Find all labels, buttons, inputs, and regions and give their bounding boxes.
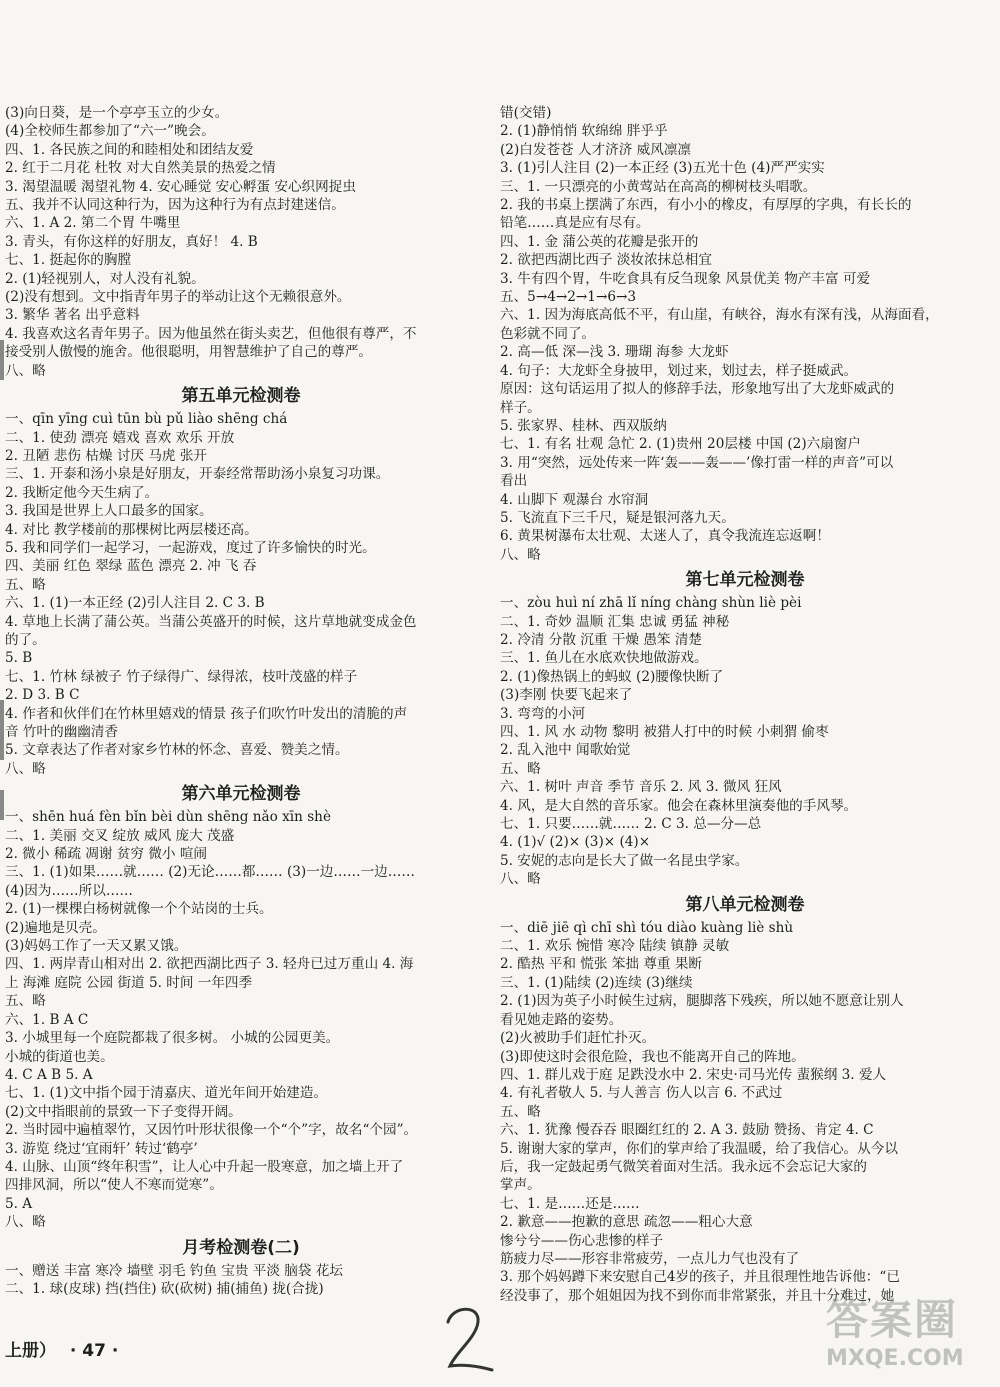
answer-line: 错(交错) <box>500 105 552 121</box>
left-answer-column <box>5 104 477 1298</box>
answer-line: 四、1. 风 水 动物 黎明 被猎人打中的时候 小刺猬 偷枣 <box>500 724 829 740</box>
answer-line: 5. 我和同学们一起学习，一起游戏，度过了许多愉快的时光。 <box>5 539 376 556</box>
answer-line: 3. 渴望温暖 渴望礼物 4. 安心睡觉 安心孵蛋 安心织网捉虫 <box>5 178 356 195</box>
answer-line: 八、略 <box>500 546 541 563</box>
answer-line: 3. 游览 绕过‘宜雨轩’ 转过‘鹤亭’ <box>5 1140 198 1157</box>
answer-line: 五、我并不认同这种行为，因为这种行为有点封建迷信。 <box>5 197 345 214</box>
answer-line: 四、1. 各民族之间的和睦相处和团结友爱 <box>5 141 254 158</box>
binding-edge-mark <box>0 340 4 380</box>
answer-line: 六、1. (1)一本正经 (2)引人注目 2. C 3. B <box>5 595 265 612</box>
answer-line: (2)火被助手们赶忙扑灭。 <box>500 1030 656 1047</box>
answer-line: (3)李刚 快要飞起来了 <box>500 687 633 704</box>
answer-line: 2. (1)因为英子小时候生过病，腿脚落下残疾，所以她不愿意让别人 <box>500 993 904 1010</box>
answer-line: 3. 牛有四个胃，牛吃食具有反刍现象 风景优美 物产丰富 可爱 <box>500 270 871 287</box>
answer-line: (2)白发苍苍 人才济济 威风凛凛 <box>500 141 692 158</box>
section-heading: 月考检测卷(二) <box>182 1237 300 1258</box>
answer-line: 3. 那个妈妈蹲下来安慰自己4岁的孩子，并且很理性地告诉他：“已 <box>500 1269 900 1286</box>
answer-line: 4. 句子：大龙虾全身披甲，划过来，划过去，样子挺威武。 <box>500 362 858 379</box>
answer-line: 3. 弯弯的小河 <box>500 705 586 722</box>
answer-line: 八、略 <box>500 871 541 888</box>
answer-line: 五、略 <box>500 1103 541 1120</box>
answer-line: 四、美丽 红色 翠绿 蓝色 漂亮 2. 冲 飞 吞 <box>5 558 257 575</box>
answer-line: 2. 冷清 分散 沉重 干燥 愚笨 清楚 <box>500 631 703 648</box>
answer-line: 2. 歉意——抱歉的意思 疏忽——粗心大意 <box>500 1214 753 1231</box>
answer-line: 八、略 <box>5 760 46 777</box>
answer-line: 色彩就不同了。 <box>500 325 596 342</box>
answer-line: 七、1. 是……还是…… <box>500 1195 640 1212</box>
answer-line: 2. (1)一棵棵白杨树就像一个个站岗的士兵。 <box>5 901 273 918</box>
answer-line: 3. 小城里每一个庭院都栽了很多树。 小城的公园更美。 <box>5 1030 340 1047</box>
answer-line: 3. (1)引人注目 (2)一本正经 (3)五光十色 (4)严严实实 <box>500 160 825 177</box>
answer-line: 4. 山脉、山顶“终年积雪”，让人心中升起一股寒意，加之墙上开了 <box>5 1158 404 1175</box>
answer-line: 四、1. 群儿戏于庭 足跌没水中 2. 宋史·司马光传 蜚猴纲 3. 爱人 <box>500 1066 887 1083</box>
answer-line: 七、1. (1)文中指个园于清嘉庆、道光年间开始建造。 <box>5 1085 328 1102</box>
answer-line: 四排风洞，所以“使人不寒而觉寒”。 <box>5 1177 223 1194</box>
answer-line: 4. 草地上长满了蒲公英。当蒲公英盛开的时候，这片草地就变成金色 <box>5 613 417 630</box>
answer-line: 三、1. (1)陆续 (2)连续 (3)继续 <box>500 974 693 991</box>
answer-line: (2)没有想到。文中指青年男子的举动让这个无赖很意外。 <box>5 289 351 306</box>
section-heading: 第七单元检测卷 <box>685 570 805 591</box>
answer-line: 惨兮兮——伤心悲惨的样子 <box>500 1232 664 1249</box>
answer-line: 七、1. 只要……就…… 2. C 3. 总—分—总 <box>500 816 762 833</box>
answer-line: 4. C A B 5. A <box>5 1066 93 1083</box>
answer-line: 二、1. 使劲 漂亮 嬉戏 喜欢 欢乐 开放 <box>5 429 235 446</box>
answer-line: 七、1. 有名 壮观 急忙 2. (1)贵州 20层楼 中国 (2)六扇窗户 <box>500 436 862 453</box>
answer-line: (3)妈妈工作了一天又累又饿。 <box>5 938 188 955</box>
answer-line: 3. 青头，有你这样的好朋友，真好！ 4. B <box>5 233 258 250</box>
answer-line: 原因：这句话运用了拟人的修辞手法，形象地写出了大龙虾威武的 <box>500 381 895 398</box>
answer-line: 4. 有礼者敬人 5. 与人善言 伤人以言 6. 不武过 <box>500 1085 783 1102</box>
answer-line: 音 竹叶的幽幽清香 <box>5 724 119 740</box>
volume-label: 上册） <box>5 1341 56 1361</box>
answer-line: 2. 我的书桌上摆满了东西，有小小的橡皮，有厚厚的字典，有长长的 <box>500 197 912 214</box>
watermark-logo <box>826 1294 996 1382</box>
answer-line: 接受别人傲慢的施舍。他很聪明，用智慧维护了自己的尊严。 <box>5 344 373 361</box>
answer-line: 4. 风，是大自然的音乐家。他会在森林里演奏他的手风琴。 <box>500 797 858 814</box>
answer-line: 2. (1)像热锅上的蚂蚁 (2)腰像快断了 <box>500 668 724 685</box>
answer-line: 看见她走路的姿势。 <box>500 1011 623 1028</box>
answer-line: 4. 山脚下 观瀑台 水帘洞 <box>500 491 649 508</box>
binding-edge-mark <box>0 700 4 760</box>
answer-line: 4. (1)√ (2)× (3)× (4)× <box>500 834 651 851</box>
answer-line: 2. 高—低 深—浅 3. 珊瑚 海参 大龙虾 <box>500 344 729 361</box>
answer-line: 一、qīn yīng cuì tūn bù pǔ liào shēng chá <box>5 411 288 428</box>
handwritten-mark <box>440 1300 500 1384</box>
answer-line: 4. 作者和伙伴们在竹林里嬉戏的情景 孩子们吹竹叶发出的清脆的声 <box>5 705 408 722</box>
answer-line: 2. 当时园中遍植翠竹，又因竹叶形状很像一个“个”字，故名“个园”。 <box>5 1122 418 1139</box>
answer-line: 六、1. 树叶 声音 季节 音乐 2. 风 3. 微风 狂风 <box>500 779 782 796</box>
answer-line: 看出 <box>500 473 528 490</box>
answer-line: 三、1. (1)如果……就…… (2)无论……都…… (3)一边……一边…… <box>5 864 415 881</box>
answer-line: 2. 丑陋 悲伤 枯燥 讨厌 马虎 张开 <box>5 447 208 464</box>
answer-line: 的了。 <box>5 631 46 648</box>
answer-line: 二、1. 奇妙 温顺 汇集 忠诚 勇猛 神秘 <box>500 613 730 630</box>
answer-line: 2. 酷热 平和 慌张 笨拙 尊重 果断 <box>500 956 703 973</box>
answer-line: (3)即使这时会很危险，我也不能离开自己的阵地。 <box>500 1048 805 1065</box>
answer-line: 四、1. 金 蒲公英的花瓣是张开的 <box>500 233 699 250</box>
answer-line: 七、1. 竹林 绿被子 竹子绿得广、绿得浓，枝叶茂盛的样子 <box>5 668 358 685</box>
answer-line: 二、1. 欢乐 惋惜 寒冷 陆续 镇静 灵敏 <box>500 938 730 955</box>
answer-line: 5. 谢谢大家的掌声，你们的掌声给了我温暖，给了我信心。从今以 <box>500 1140 898 1157</box>
answer-line: 一、赠送 丰富 寒冷 墙壁 羽毛 钓鱼 宝贵 平淡 脑袋 花坛 <box>5 1262 343 1279</box>
answer-line: 一、shēn huá fèn bǐn bèi dùn shēng nǎo xīn shè <box>5 809 331 826</box>
answer-line: 掌声。 <box>500 1177 541 1194</box>
answer-line: 3. 繁华 著名 出乎意料 <box>5 307 140 324</box>
answer-line: 八、略 <box>5 1214 46 1231</box>
answer-line: 六、1. B A C <box>5 1011 89 1028</box>
answer-line: 3. 用“突然，远处传来一阵‘轰——轰——’像打雷一样的声音”可以 <box>500 454 894 471</box>
answer-line: 上 海滩 庭院 公园 街道 5. 时间 一年四季 <box>5 974 253 991</box>
answer-line: (2)遍地是贝壳。 <box>5 919 106 936</box>
answer-line: 一、diē jiē qì chī shì tóu diào kuàng liè shù <box>500 919 794 936</box>
answer-line: 二、1. 球(皮球) 挡(挡住) 砍(砍树) 捕(捕鱼) 拢(合拢) <box>5 1280 324 1297</box>
answer-line: 一、zòu huì ní zhā lǐ níng chàng shùn liè pèi <box>500 595 802 612</box>
right-answer-column <box>500 104 990 1305</box>
answer-line: (2)文中指眼前的景致一下子变得开阔。 <box>5 1103 242 1120</box>
answer-line: 二、1. 美丽 交叉 绽放 威风 庞大 茂盛 <box>5 827 235 844</box>
answer-line: 2. 微小 稀疏 凋谢 贫穷 微小 喧闹 <box>5 846 208 863</box>
answer-line: 5. 飞流直下三千尺，疑是银河落九天。 <box>500 509 735 526</box>
answer-line: (4)因为……所以…… <box>5 882 134 899</box>
section-heading: 第八单元检测卷 <box>685 894 805 915</box>
answer-line: 五、略 <box>5 576 46 593</box>
answer-line: 2. 乱入池中 闻歌始觉 <box>500 742 631 759</box>
page-footer <box>5 1336 118 1361</box>
answer-line: 5. 文章表达了作者对家乡竹林的怀念、喜爱、赞美之情。 <box>5 742 349 759</box>
answer-line: 小城的街道也美。 <box>5 1048 114 1065</box>
answer-line: 2. 红于二月花 杜牧 对大自然美景的热爱之情 <box>5 160 276 177</box>
answer-line: 三、1. 鱼儿在水底欢快地做游戏。 <box>500 650 708 667</box>
answer-line: 五、5→4→2→1→6→3 <box>500 289 637 306</box>
answer-line: 经没事了，那个姐姐因为找不到你而非常紧张，并且十分难过，她 <box>500 1287 895 1304</box>
answer-line: 样子。 <box>500 399 541 416</box>
answer-line: 三、1. 开泰和汤小泉是好朋友，开泰经常帮助汤小泉复习功课。 <box>5 466 390 483</box>
answer-line: 2. (1)静悄悄 软绵绵 胖乎乎 <box>500 123 668 140</box>
answer-line: 5. 安妮的志向是长大了做一名昆虫学家。 <box>500 852 749 869</box>
binding-edge-mark <box>0 790 4 820</box>
answer-line: 七、1. 挺起你的胸膛 <box>5 252 132 269</box>
answer-line: 六、1. 犹豫 慢吞吞 眼圈红红的 2. A 3. 鼓励 赞扬、肯定 4. C <box>500 1122 874 1139</box>
answer-line: 六、1. 因为海底高低不平，有山崖，有峡谷，海水有深有浅，从海面看， <box>500 307 939 324</box>
answer-line: 筋疲力尽——形容非常疲劳，一点儿力气也没有了 <box>500 1250 800 1267</box>
answer-line: (4)全校师生都参加了“六一”晚会。 <box>5 123 215 140</box>
answer-line: 六、1. A 2. 第二个胃 牛嘴里 <box>5 215 181 232</box>
page-top-margin <box>0 0 1000 100</box>
answer-line: 2. 欲把西湖比西子 淡妆浓抹总相宜 <box>500 252 712 269</box>
answer-line: 2. 我断定他今天生病了。 <box>5 484 159 501</box>
answer-line: 3. 我国是世界上人口最多的国家。 <box>5 503 213 520</box>
answer-line: 2. D 3. B C <box>5 687 80 704</box>
answer-line: 后，我一定鼓起勇气微笑着面对生活。我永远不会忘记大家的 <box>500 1158 868 1175</box>
answer-line: 4. 我喜欢这名青年男子。因为他虽然在街头卖艺，但他很有尊严，不 <box>5 325 417 342</box>
answer-line: 4. 对比 教学楼前的那棵树比两层楼还高。 <box>5 521 258 538</box>
answer-line: 5. A <box>5 1195 33 1212</box>
page-number: · 47 · <box>69 1341 119 1361</box>
answer-line: 5. 张家界、桂林、西双版纳 <box>500 417 667 434</box>
section-heading: 第五单元检测卷 <box>181 386 301 407</box>
watermark-url: MXQE.COM <box>826 1346 964 1371</box>
answer-line: 四、1. 两岸青山相对出 2. 欲把西湖比西子 3. 轻舟已过万重山 4. 海 <box>5 956 414 973</box>
answer-line: 五、略 <box>500 760 541 777</box>
answer-line: 2. (1)轻视别人，对人没有礼貌。 <box>5 270 205 287</box>
section-heading: 第六单元检测卷 <box>181 784 301 805</box>
answer-line: (3)向日葵，是一个亭亭玉立的少女。 <box>5 105 229 121</box>
answer-line: 五、略 <box>5 993 46 1010</box>
answer-line: 6. 黄果树瀑布太壮观、太迷人了，真令我流连忘返啊！ <box>500 528 830 545</box>
watermark-logo-text: 答案圈 <box>826 1295 959 1344</box>
answer-line: 铅笔……真是应有尽有。 <box>500 215 650 232</box>
answer-line: 5. B <box>5 650 33 667</box>
answer-line: 三、1. 一只漂亮的小黄莺站在高高的柳树枝头唱歌。 <box>500 178 817 195</box>
answer-line: 八、略 <box>5 362 46 379</box>
